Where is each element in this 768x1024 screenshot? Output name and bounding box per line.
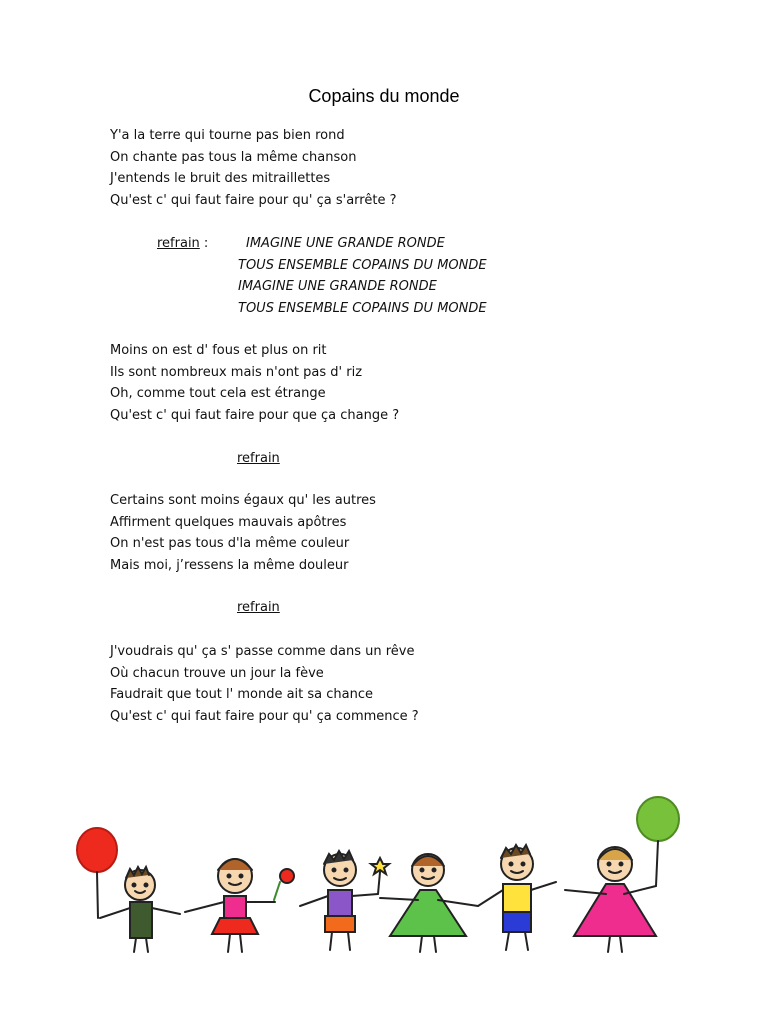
lyric-line: Affirment quelques mauvais apôtres <box>110 514 347 530</box>
refrain-line: IMAGINE UNE GRANDE RONDE <box>246 236 445 251</box>
lyric-line: Qu'est c' qui faut faire pour que ça change ? <box>110 407 400 423</box>
child-6-figure <box>565 847 656 952</box>
refrain-colon: : <box>199 236 209 251</box>
lyric-line: On chante pas tous la même chanson <box>110 149 357 165</box>
refrain-reference: refrain <box>237 600 280 615</box>
lyric-line: Mais moi, j’ressens la même douleur <box>110 557 349 573</box>
lyric-line: Faudrait que tout l' monde ait sa chance <box>110 687 374 702</box>
stanza-4 <box>110 641 419 727</box>
lyric-line: Moins on est d' fous et plus on rit <box>110 343 327 358</box>
child-3-figure <box>300 851 389 950</box>
refrain-line: TOUS ENSEMBLE COPAINS DU MONDE <box>238 300 487 316</box>
lyric-line: J'voudrais qu' ça s' passe comme dans un rêve <box>110 644 415 659</box>
lyric-line: Où chacun trouve un jour la fève <box>110 665 324 681</box>
child-2-figure <box>185 859 294 952</box>
flower-icon <box>280 869 294 883</box>
lyric-line: Certains sont moins égaux qu' les autres <box>110 493 376 508</box>
child-5-figure <box>478 845 556 950</box>
page-title: Copains du monde <box>308 86 460 106</box>
refrain-label: refrain <box>157 236 200 251</box>
lyric-line: Oh, comme tout cela est étrange <box>110 386 326 401</box>
refrain-reference: refrain <box>237 451 280 466</box>
lyric-line: On n'est pas tous d'la même couleur <box>110 536 350 551</box>
refrain-line: TOUS ENSEMBLE COPAINS DU MONDE <box>238 257 487 273</box>
stanza-2 <box>110 340 399 426</box>
stanza-1 <box>110 125 396 211</box>
green-balloon-icon <box>637 797 679 886</box>
lyric-line: Qu'est c' qui faut faire pour qu' ça commence ? <box>110 708 419 724</box>
refrain-block <box>157 233 487 319</box>
lyric-line: J'entends le bruit des mitraillettes <box>110 171 331 186</box>
lyric-line: Ils sont nombreux mais n'ont pas d' riz <box>110 364 363 380</box>
children-holding-hands-illustration <box>60 790 700 970</box>
refrain-line: IMAGINE UNE GRANDE RONDE <box>238 279 437 294</box>
lyric-line: Y'a la terre qui tourne pas bien rond <box>110 128 345 143</box>
red-balloon-icon <box>77 828 117 918</box>
lyric-line: Qu'est c' qui faut faire pour qu' ça s'arrête ? <box>110 192 397 208</box>
stanza-3 <box>110 490 376 576</box>
child-1-figure <box>100 867 180 952</box>
child-4-figure <box>380 854 478 952</box>
